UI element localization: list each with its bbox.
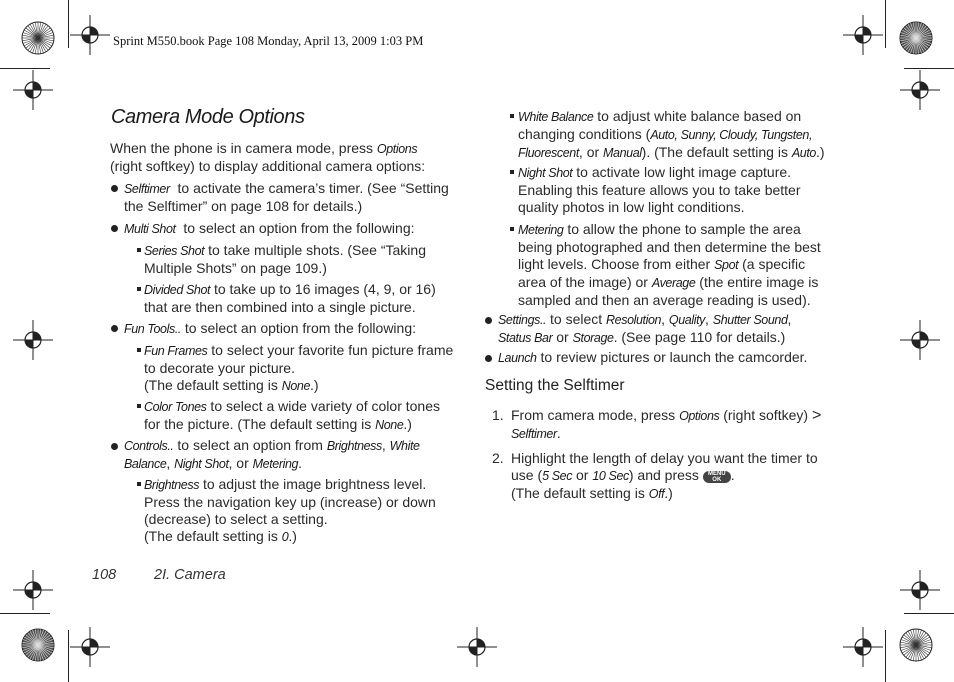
key-label-bottom: OK (712, 477, 722, 483)
item-text-2: being photographed and then determine the best (518, 239, 821, 255)
sub-bullet (137, 482, 141, 486)
list-item-color-tones (144, 398, 440, 434)
options-list: Auto, Sunny, Cloudy, Tungsten, (650, 128, 813, 142)
item-text-end: . (298, 455, 302, 471)
separator: , or (228, 455, 253, 471)
list-item-settings (498, 311, 791, 347)
option-balance: Balance (124, 457, 167, 471)
item-label: Night Shot (518, 166, 573, 180)
list-item-multishot (124, 220, 415, 238)
step-text-end: . (730, 467, 735, 483)
step-1 (511, 407, 821, 443)
option-night-shot: Night Shot (174, 457, 229, 471)
list-item-controls (124, 437, 420, 473)
key-label-top: MENU (707, 471, 726, 477)
list-item-white-balance (518, 108, 825, 162)
list-item-brightness (144, 476, 436, 546)
sub-bullet (137, 404, 141, 408)
page-title: Camera Mode Options (111, 106, 305, 128)
color-target-icon (898, 627, 934, 663)
item-text-3b: (a specific (738, 256, 806, 272)
sub-bullet (510, 170, 514, 174)
registration-mark-icon (843, 627, 883, 667)
option-storage: Storage (572, 331, 614, 345)
item-text-3: quality photos in low light conditions. (518, 199, 745, 215)
arrow-glyph: > (811, 407, 822, 424)
item-label: Fun Tools.. (124, 322, 181, 336)
selftimer-term: Selftimer (511, 427, 557, 441)
item-text-2: Enabling this feature allows you to take better (518, 182, 801, 198)
item-text-end: .) (815, 144, 825, 160)
item-text: to select (546, 311, 607, 327)
list-item-night-shot (518, 164, 801, 216)
option-brightness: Brightness (326, 439, 382, 453)
color-target-icon (898, 20, 934, 56)
item-text-2: changing conditions ( (518, 126, 651, 142)
bullet (485, 355, 492, 362)
item-label: Fun Frames (144, 344, 208, 358)
intro-text-2: (right softkey) to display additional camera options: (110, 158, 426, 174)
item-text-4: area of the image) or (518, 274, 652, 290)
sub-bullet (137, 248, 141, 252)
item-text: to activate low light image capture. (572, 164, 792, 180)
item-text: to adjust the image brightness level. (199, 476, 427, 492)
item-label: Series Shot (144, 244, 205, 258)
item-text-3: light levels. Choose from either (518, 256, 715, 272)
separator: or (572, 467, 593, 483)
item-text: to select an option from (173, 437, 327, 453)
default-value: None (281, 379, 311, 393)
registration-mark-icon (900, 570, 940, 610)
registration-mark-icon (900, 70, 940, 110)
list-item-metering (518, 221, 821, 309)
option-resolution: Resolution (606, 313, 662, 327)
sub-bullet (137, 287, 141, 291)
color-target-icon (20, 627, 56, 663)
step-text-2b: ) and press (628, 467, 703, 483)
option-quality: Quality (668, 313, 706, 327)
item-text: to select an option from the following: (180, 320, 417, 336)
list-item-fun-frames (144, 342, 453, 395)
trim-line (0, 68, 50, 69)
item-text-2: Multiple Shots” on page 109.) (144, 260, 327, 276)
item-label: Launch (498, 351, 537, 365)
trim-line (885, 630, 886, 682)
item-label: Brightness (144, 478, 200, 492)
separator: or (552, 329, 573, 345)
item-text-2: Press the navigation key up (increase) or down (144, 494, 436, 510)
item-label: Metering (518, 223, 564, 237)
item-text-end: .) (288, 528, 297, 544)
item-text-2: to decorate your picture. (144, 360, 295, 376)
intro-paragraph (110, 140, 425, 175)
registration-mark-icon (900, 320, 940, 360)
options-term: Options (679, 409, 720, 423)
item-label: Multi Shot (124, 222, 176, 236)
separator: , (787, 311, 792, 327)
book-header: Sprint M550.book Page 108 Monday, April 13, 2009 1:03 PM (113, 34, 424, 48)
item-text: to take up to 16 images (4, 9, or 16) (210, 281, 436, 297)
item-text-2: for the picture. (The default setting is (144, 416, 376, 432)
registration-mark-icon (70, 15, 110, 55)
item-label: Controls.. (124, 439, 174, 453)
menu-ok-key-icon (703, 471, 731, 483)
item-label: Settings.. (498, 313, 547, 327)
default-value: 0 (281, 530, 289, 544)
item-text: to adjust white balance based on (593, 108, 802, 124)
list-item-divided-shot (144, 281, 436, 316)
bullet (111, 185, 118, 192)
step-text-3b: .) (664, 485, 673, 501)
separator: , (705, 311, 713, 327)
list-item-launch (498, 349, 807, 367)
step-2 (511, 450, 818, 503)
item-text: to select a wide variety of color tones (206, 398, 440, 414)
step-text: Highlight the length of delay you want the timer to (511, 450, 818, 466)
option-5-sec: 5 Sec (542, 469, 573, 483)
step-text: From camera mode, press (511, 407, 680, 423)
intro-text: When the phone is in camera mode, press (110, 140, 377, 156)
step-text-mid: (right softkey) (719, 407, 812, 423)
trim-line (0, 613, 50, 614)
item-text-2: the Selftimer” on page 108 for details.) (124, 198, 363, 214)
item-text: to take multiple shots. (See “Taking (204, 242, 426, 258)
item-text-end: .) (310, 377, 319, 393)
list-item-fun-tools (124, 320, 416, 338)
default-value: Auto (791, 146, 816, 160)
bullet (485, 317, 492, 324)
registration-mark-icon (70, 627, 110, 667)
bullet (111, 225, 118, 232)
item-text: to allow the phone to sample the area (563, 221, 801, 237)
option-white: White (389, 439, 420, 453)
sub-bullet (510, 114, 514, 118)
step-text-end: . (556, 425, 561, 441)
separator: , (166, 455, 175, 471)
step-text-3: (The default setting is (511, 485, 649, 501)
subsection-title: Setting the Selftimer (485, 377, 625, 394)
item-text-end: .) (403, 416, 412, 432)
item-label: Divided Shot (144, 283, 211, 297)
item-label: Color Tones (144, 400, 207, 414)
trim-line (68, 630, 69, 682)
option-manual: Manual (603, 146, 642, 160)
step-number: 1. (492, 407, 504, 423)
item-text-2: that are then combined into a single picture. (144, 299, 416, 315)
list-item-series-shot (144, 242, 426, 277)
footer-section: 2I. Camera (154, 567, 226, 583)
item-text-2: . (See page 110 for details.) (613, 329, 786, 345)
item-text: to review pictures or launch the camcorder. (536, 349, 808, 365)
item-text: to activate the camera’s timer. (See “Setting (173, 180, 449, 196)
registration-mark-icon (457, 627, 497, 667)
step-number: 2. (492, 450, 504, 466)
registration-mark-icon (13, 320, 53, 360)
trim-line (904, 613, 954, 614)
separator: , or (578, 144, 604, 160)
option-fluorescent: Fluorescent (518, 146, 579, 160)
option-10-sec: 10 Sec (592, 469, 629, 483)
bullet (111, 325, 118, 332)
options-term: Options (376, 142, 418, 156)
trim-line (904, 68, 954, 69)
sub-bullet (137, 348, 141, 352)
item-text-3: ). (The default setting is (641, 144, 792, 160)
item-text-5: sampled and then an average reading is used). (518, 292, 811, 308)
item-text-4: (The default setting is (144, 528, 282, 544)
separator: , (661, 311, 669, 327)
page-number: 108 (92, 567, 117, 583)
option-average: Average (651, 276, 696, 290)
item-text-3: (The default setting is (144, 377, 282, 393)
option-shutter-sound: Shutter Sound (712, 313, 788, 327)
registration-mark-icon (13, 570, 53, 610)
trim-line (68, 0, 69, 48)
option-status-bar: Status Bar (498, 331, 553, 345)
default-value: Off (648, 487, 665, 501)
item-label: Selftimer (124, 182, 170, 196)
option-metering: Metering (252, 457, 299, 471)
list-item-selftimer (124, 180, 449, 215)
item-label: White Balance (518, 110, 594, 124)
separator: , (381, 437, 390, 453)
step-text-2: use ( (511, 467, 543, 483)
registration-mark-icon (13, 70, 53, 110)
bullet (111, 443, 118, 450)
item-text: to select your favorite fun picture frame (207, 342, 454, 358)
default-value: None (375, 418, 404, 432)
item-text-4b: (the entire image is (695, 274, 819, 290)
trim-line (885, 0, 886, 48)
option-spot: Spot (714, 258, 739, 272)
registration-mark-icon (843, 15, 883, 55)
item-text-3: (decrease) to select a setting. (144, 511, 328, 527)
item-text: to select an option from the following: (179, 220, 415, 236)
color-target-icon (20, 20, 56, 56)
sub-bullet (510, 227, 514, 231)
